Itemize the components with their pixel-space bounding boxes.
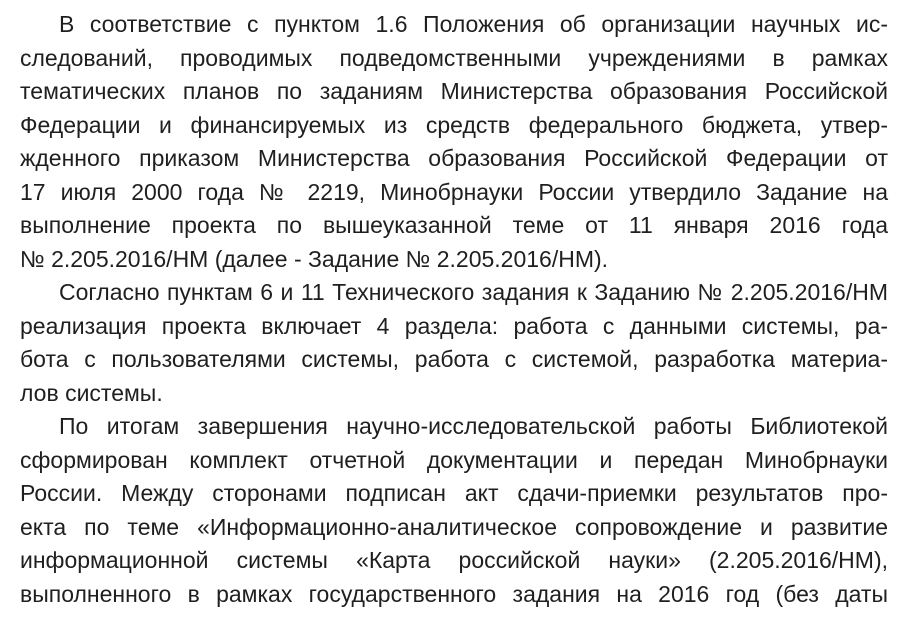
paragraph-line: бота с пользователями системы, работа с системой, разработка материа- <box>20 346 888 372</box>
paragraph-line: России. Между сторонами подписан акт сдачи-приемки результатов про- <box>20 480 888 506</box>
paragraph-line: Федерации и финансируемых из средств федерального бюджета, утвер- <box>20 111 888 138</box>
paragraph-2 <box>20 276 888 410</box>
paragraph-line: выполнение проекта по вышеуказанной теме от 11 января 2016 года <box>20 212 888 238</box>
paragraph-line: тематических планов по заданиям Министерства образования Российской <box>20 78 888 104</box>
paragraph-line: В соответствие с пунктом 1.6 Положения об организации научных ис- <box>59 11 888 37</box>
paragraph-line: следований, проводимых подведомственными учреждениями в рамках <box>20 44 888 71</box>
paragraph-1 <box>20 8 888 276</box>
paragraph-line: реализация проекта включает 4 раздела: работа с данными системы, ра- <box>20 312 888 339</box>
paragraph-line: выполненного в рамках государственного задания на 2016 год (без даты <box>20 580 888 607</box>
paragraph-line: № 2.205.2016/НМ (далее - Задание № 2.205.2016/НМ). <box>20 245 609 272</box>
document-body <box>20 8 888 611</box>
paragraph-3 <box>20 410 888 611</box>
paragraph-line: информационной системы «Карта российской науки» (2.205.2016/НМ), <box>20 547 888 573</box>
paragraph-line: сформирован комплект отчетной документации и передан Минобрнауки <box>20 446 888 473</box>
paragraph-line: жденного приказом Министерства образования Российской Федерации от <box>20 145 888 171</box>
paragraph-line: 17 июля 2000 года № 2219, Минобрнауки России утвердило Задание на <box>20 178 888 205</box>
paragraph-line: лов системы. <box>20 379 163 406</box>
paragraph-line: По итогам завершения научно-исследовательской работы Библиотекой <box>59 413 888 439</box>
paragraph-line: Согласно пунктам 6 и 11 Технического задания к Заданию № 2.205.2016/НМ <box>59 279 888 305</box>
paragraph-line: екта по теме «Информационно-аналитическое сопровождение и развитие <box>20 513 888 540</box>
